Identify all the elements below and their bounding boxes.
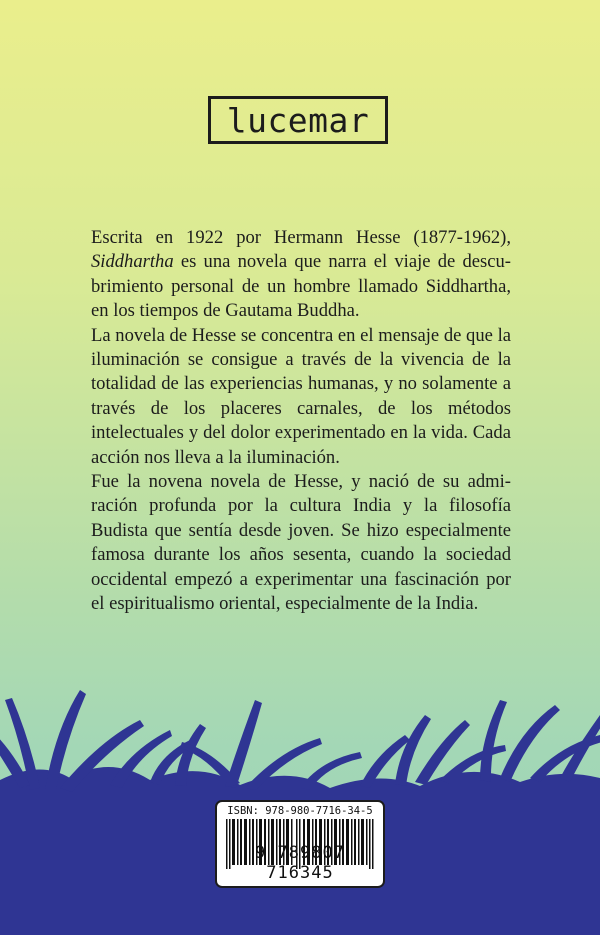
blurb-p1-end: es una novela que narra el viaje de descubrimiento personal de un hombre llamado Siddhartha, en los tiempos de Gautama Buddha. bbox=[91, 251, 511, 322]
foliage-silhouette bbox=[0, 660, 600, 935]
book-title: Siddhartha bbox=[91, 251, 174, 273]
barcode-digits: 9 789807 716345 bbox=[255, 843, 345, 883]
back-cover-blurb bbox=[91, 226, 511, 617]
publisher-logo bbox=[208, 96, 388, 144]
blurb-p1-start: Escrita en 1922 por Hermann Hesse (1877-1962), bbox=[91, 227, 511, 248]
blurb-paragraph-3: Fue la novena novela de Hesse, y nació de su admiración profunda por la cultura India y la filosofía Budista que sentía desde joven. Se hizo especialmente famosa durante los años sesenta, cuando la sociedad occidental empezó a experimentar una fascinación por el espiritualismo oriental, especialmente de la India. bbox=[91, 471, 511, 615]
blurb-paragraph-1 bbox=[91, 226, 511, 324]
isbn-barcode bbox=[215, 800, 385, 888]
isbn-label: ISBN: 978-980-7716-34-5 bbox=[227, 805, 373, 817]
publisher-name: lucemar bbox=[226, 100, 370, 140]
blurb-paragraph-2: La novela de Hesse se concentra en el mensaje de que la iluminación se consigue a través de la vivencia de la totalidad de las experiencias humanas, y no solamente a través de los placeres carnales, de los métodos intelectuales y del dolor experimentado en la vida. Cada acción nos lleva a la iluminación. bbox=[91, 324, 511, 468]
